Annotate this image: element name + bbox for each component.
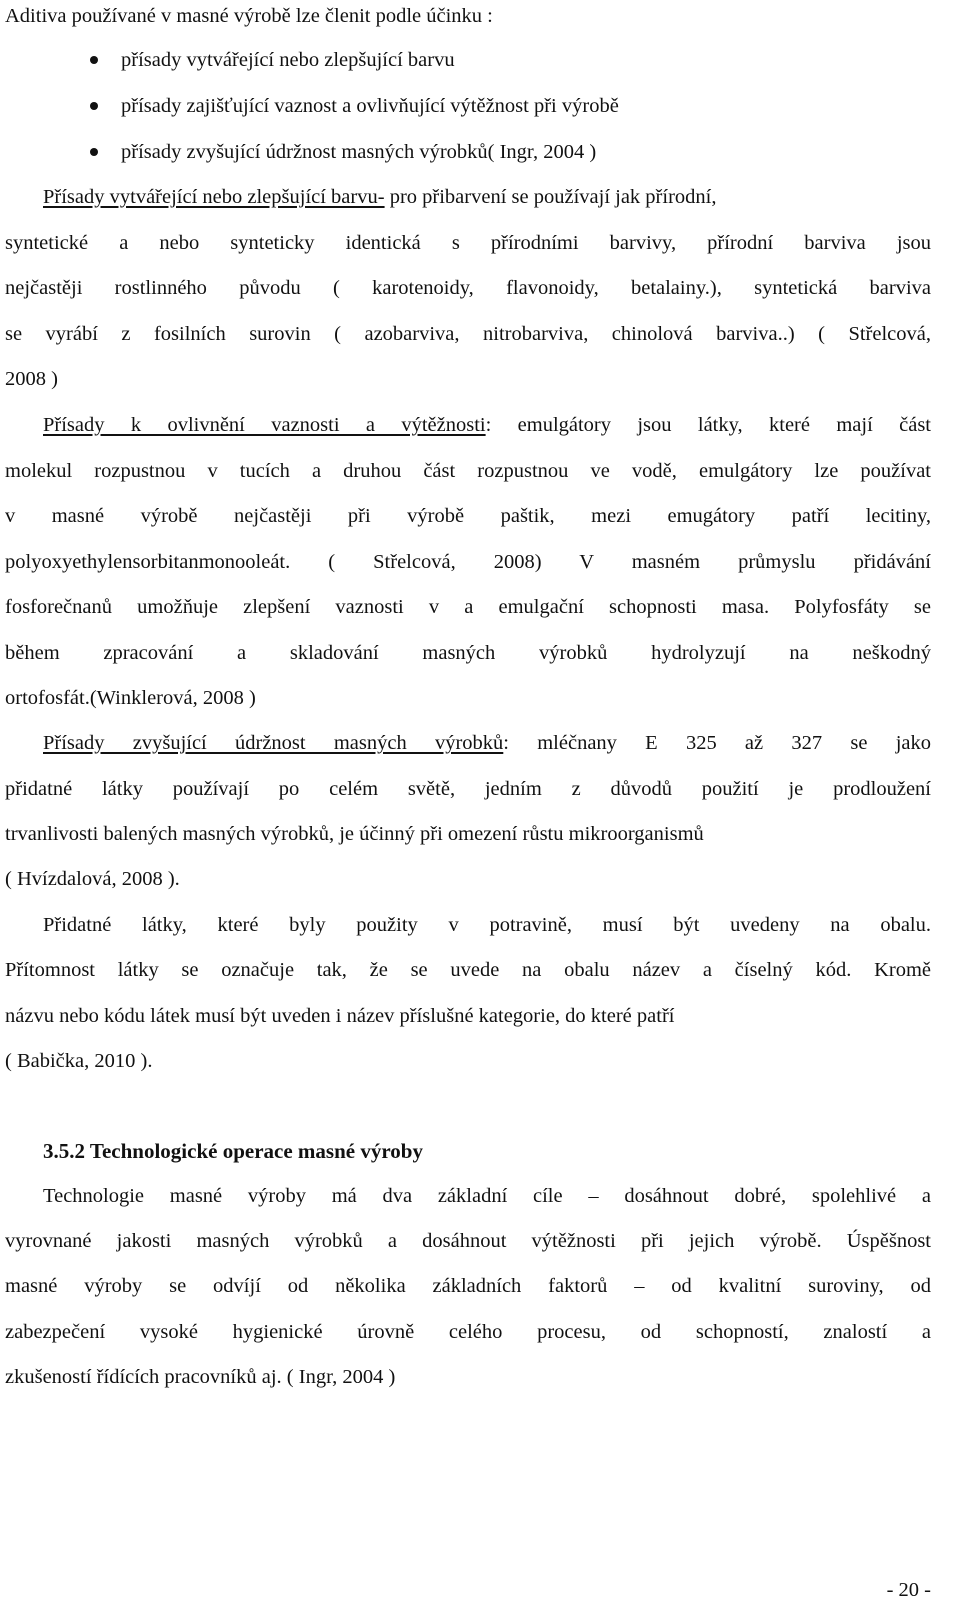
paragraph-line: molekul rozpustnou v tucích a druhou část rozpustnou ve vodě, emulgátory lze používat [5, 460, 931, 482]
paragraph-line: se vyrábí z fosilních surovin ( azobarviva, nitrobarviva, chinolová barviva..) ( Střelcová, [5, 323, 931, 345]
bullet-icon [90, 148, 98, 156]
paragraph-line: Přísady vytvářející nebo zlepšující barvu- pro přibarvení se používají jak přírodní, [43, 186, 717, 208]
section-heading: 3.5.2 Technologické operace masné výroby [43, 1139, 423, 1163]
paragraph-line: trvanlivosti balených masných výrobků, je účinný při omezení růstu mikroorganismů [5, 823, 704, 845]
paragraph-line: přidatné látky používají po celém světě, jedním z důvodů použití je prodloužení [5, 778, 931, 800]
paragraph-line: vyrovnané jakosti masných výrobků a dosáhnout výtěžnosti při jejich výrobě. Úspěšnost [5, 1230, 931, 1252]
list-item-text: přísady vytvářející nebo zlepšující barvu [121, 49, 455, 71]
paragraph-line: během zpracování a skladování masných výrobků hydrolyzují na neškodný [5, 642, 931, 664]
paragraph-line: ( Babička, 2010 ). [5, 1050, 153, 1072]
page-number: - 20 - [886, 1579, 931, 1601]
paragraph-line: 2008 ) [5, 368, 58, 390]
paragraph-line: Přísady zvyšující údržnost masných výrobků: mléčnany E 325 až 327 se jako [43, 732, 931, 754]
paragraph-line: ortofosfát.(Winklerová, 2008 ) [5, 687, 256, 709]
bullet-icon [90, 56, 98, 64]
paragraph-line: zkušeností řídících pracovníků aj. ( Ingr, 2004 ) [5, 1366, 396, 1388]
paragraph-line: Technologie masné výroby má dva základní cíle – dosáhnout dobré, spolehlivé a [43, 1185, 931, 1207]
paragraph-line: zabezpečení vysoké hygienické úrovně celého procesu, od schopností, znalostí a [5, 1321, 931, 1343]
paragraph-line: fosforečnanů umožňuje zlepšení vaznosti v a emulgační schopnosti masa. Polyfosfáty se [5, 596, 931, 618]
paragraph-line: Přítomnost látky se označuje tak, že se uvede na obalu název a číselný kód. Kromě [5, 959, 931, 981]
term-underlined: Přísady k ovlivnění vaznosti a výtěžnosti [43, 414, 486, 436]
paragraph-line: masné výroby se odvíjí od několika základních faktorů – od kvalitní suroviny, od [5, 1275, 931, 1297]
paragraph-line: ( Hvízdalová, 2008 ). [5, 868, 180, 890]
paragraph-line: syntetické a nebo synteticky identická s přírodními barvivy, přírodní barviva jsou [5, 232, 931, 254]
bullet-icon [90, 102, 98, 110]
paragraph-line: nejčastěji rostlinného původu ( karotenoidy, flavonoidy, betalainy.), syntetická barviva [5, 277, 931, 299]
paragraph-line: polyoxyethylensorbitanmonooleát. ( Střelcová, 2008) V masném průmyslu přidávání [5, 551, 931, 573]
paragraph-line: Přísady k ovlivnění vaznosti a výtěžnosti: emulgátory jsou látky, které mají část [43, 414, 931, 436]
list-item-text: přísady zajišťující vaznost a ovlivňující výtěžnost při výrobě [121, 95, 619, 117]
paragraph-line: Přidatné látky, které byly použity v potravině, musí být uvedeny na obalu. [43, 914, 931, 936]
term-underlined: Přísady vytvářející nebo zlepšující barvu- [43, 186, 385, 208]
list-item-text: přísady zvyšující údržnost masných výrobků( Ingr, 2004 ) [121, 141, 597, 163]
intro-line: Aditiva používané v masné výrobě lze členit podle účinku : [5, 5, 493, 27]
paragraph-line: v masné výrobě nejčastěji při výrobě paštik, mezi emugátory patří lecitiny, [5, 505, 931, 527]
paragraph-line: názvu nebo kódu látek musí být uveden i název příslušné kategorie, do které patří [5, 1005, 675, 1027]
term-underlined: Přísady zvyšující údržnost masných výrobků [43, 732, 504, 754]
